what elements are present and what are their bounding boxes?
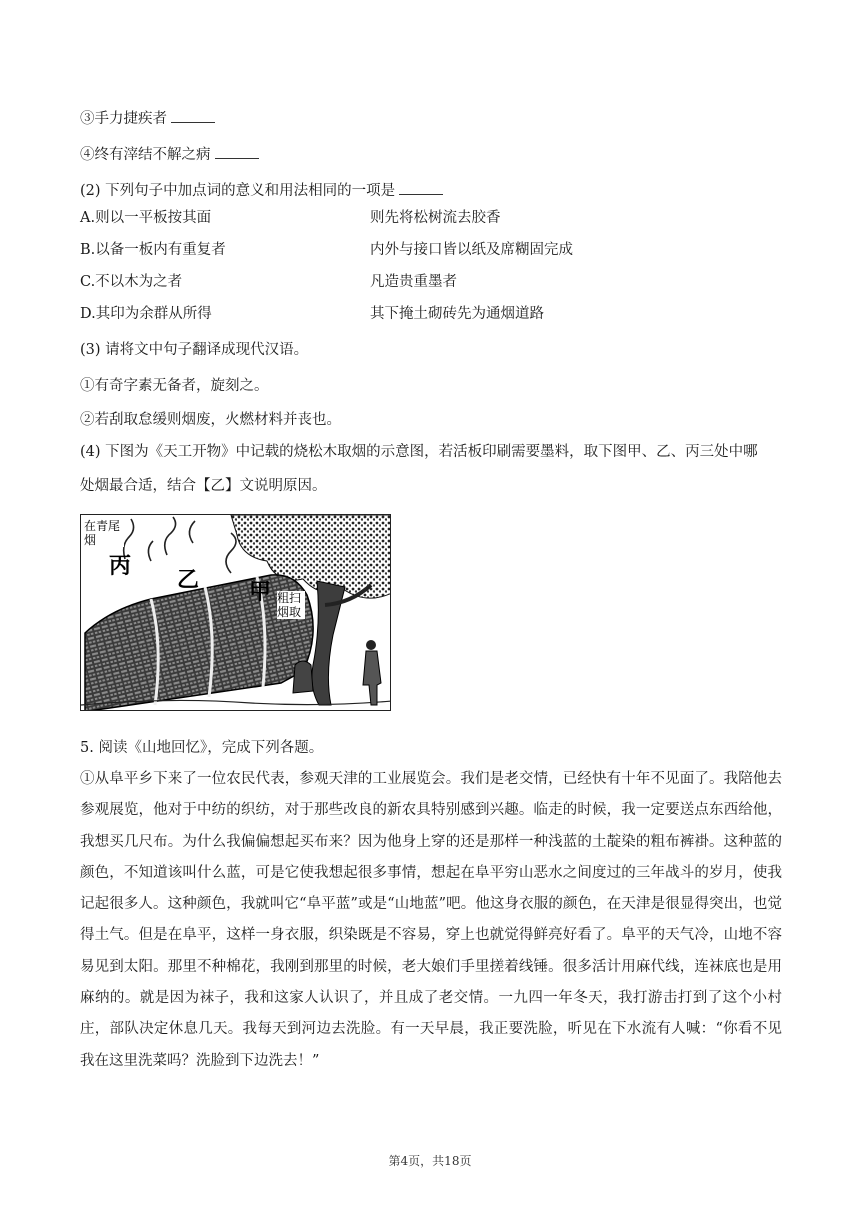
question-3-stem: (3) 请将文中句子翻译成现代汉语。 — [80, 342, 309, 358]
translate-sentence-2: ②若刮取怠缓则烟废，火燃材料并丧也。 — [80, 412, 341, 428]
option-b-left: B.以备一板内有重复者 — [80, 242, 226, 258]
option-b-right: 内外与接口皆以纸及席糊固完成 — [370, 242, 573, 258]
option-a-left: A.则以一平板按其面 — [80, 210, 212, 226]
option-a-right: 则先将松树流去胶香 — [370, 210, 501, 226]
question-4-line-1: (4) 下图为《天工开物》中记载的烧松木取烟的示意图，若活板印刷需要墨料，取下图甲、乙、丙三处中哪 — [80, 444, 758, 460]
item-4-text: ④终有滓结不解之病 — [80, 147, 211, 163]
q2-stem-text: (2) 下列句子中加点词的意义和用法相同的一项是 — [80, 183, 396, 199]
option-c — [80, 272, 780, 292]
answer-blank — [399, 180, 443, 195]
option-a — [80, 208, 780, 228]
option-d-left: D.其印为余群从所得 — [80, 306, 212, 322]
label-yi: 乙 — [177, 567, 200, 593]
label-bing: 丙 — [109, 553, 132, 579]
page-footer: 第4页，共18页 — [388, 1154, 472, 1168]
question-item-4 — [80, 144, 259, 165]
option-d-right: 其下掩土砌砖先为通烟道路 — [370, 306, 544, 322]
reading-passage — [80, 764, 782, 1077]
question-5-title: 5. 阅读《山地回忆》，完成下列各题。 — [80, 740, 324, 756]
answer-blank — [215, 144, 259, 159]
option-d — [80, 304, 780, 324]
label-cu-sao-yan-qu: 粗扫烟取 — [277, 591, 305, 619]
option-b — [80, 240, 780, 260]
pine-soot-illustration — [80, 514, 391, 711]
item-3-text: ③手力捷疾者 — [80, 111, 167, 127]
answer-blank — [171, 108, 215, 123]
label-qing-wei-yan: 在青尾烟 — [84, 519, 124, 547]
option-c-right: 凡造贵重墨者 — [370, 274, 457, 290]
option-c-left: C.不以木为之者 — [80, 274, 183, 290]
question-2-stem — [80, 180, 443, 201]
question-item-3 — [80, 108, 215, 129]
passage-paragraph-1: ①从阜平乡下来了一位农民代表，参观天津的工业展览会。我们是老交情，已经快有十年不见面了。我陪他去参观展览，他对于中纺的织纺，对于那些改良的新农具特别感到兴趣。临走的时候，我一定要送点东西给他，我想买几尺布。为什么我偏偏想起买布来？因为他身上穿的还是那样一种浅蓝的土靛染的粗布裤褂。这种蓝的颜色，不知道该叫什么蓝，可是它使我想起很多事情，想起在阜平穷山恶水之间度过的三年战斗的岁月，使我记起很多人。这种颜色，我就叫它“阜平蓝”或是“山地蓝”吧。他这身衣服的颜色，在天津是很显得突出，也觉得土气。但是在阜平，这样一身衣服，织染既是不容易，穿上也就觉得鲜亮好看了。阜平的天气冷，山地不容易见到太阳。那里不种棉花，我刚到那里的时候，老大娘们手里搓着线锤。很多活计用麻代线，连袜底也是用麻纳的。就是因为袜子，我和这家人认识了，并且成了老交情。一九四一年冬天，我打游击打到了这个小村庄，部队决定休息几天。我每天到河边去洗脸。有一天早晨，我正要洗脸，听见在下水流有人喊：“你看不见我在这里洗菜吗？洗脸到下边洗去！” — [80, 771, 782, 1069]
question-4-line-2: 处烟最合适，结合【乙】文说明原因。 — [80, 478, 327, 494]
kiln-drawing — [81, 515, 391, 711]
translate-sentence-1: ①有奇字素无备者，旋刻之。 — [80, 378, 269, 394]
label-jia: 甲 — [249, 579, 272, 605]
